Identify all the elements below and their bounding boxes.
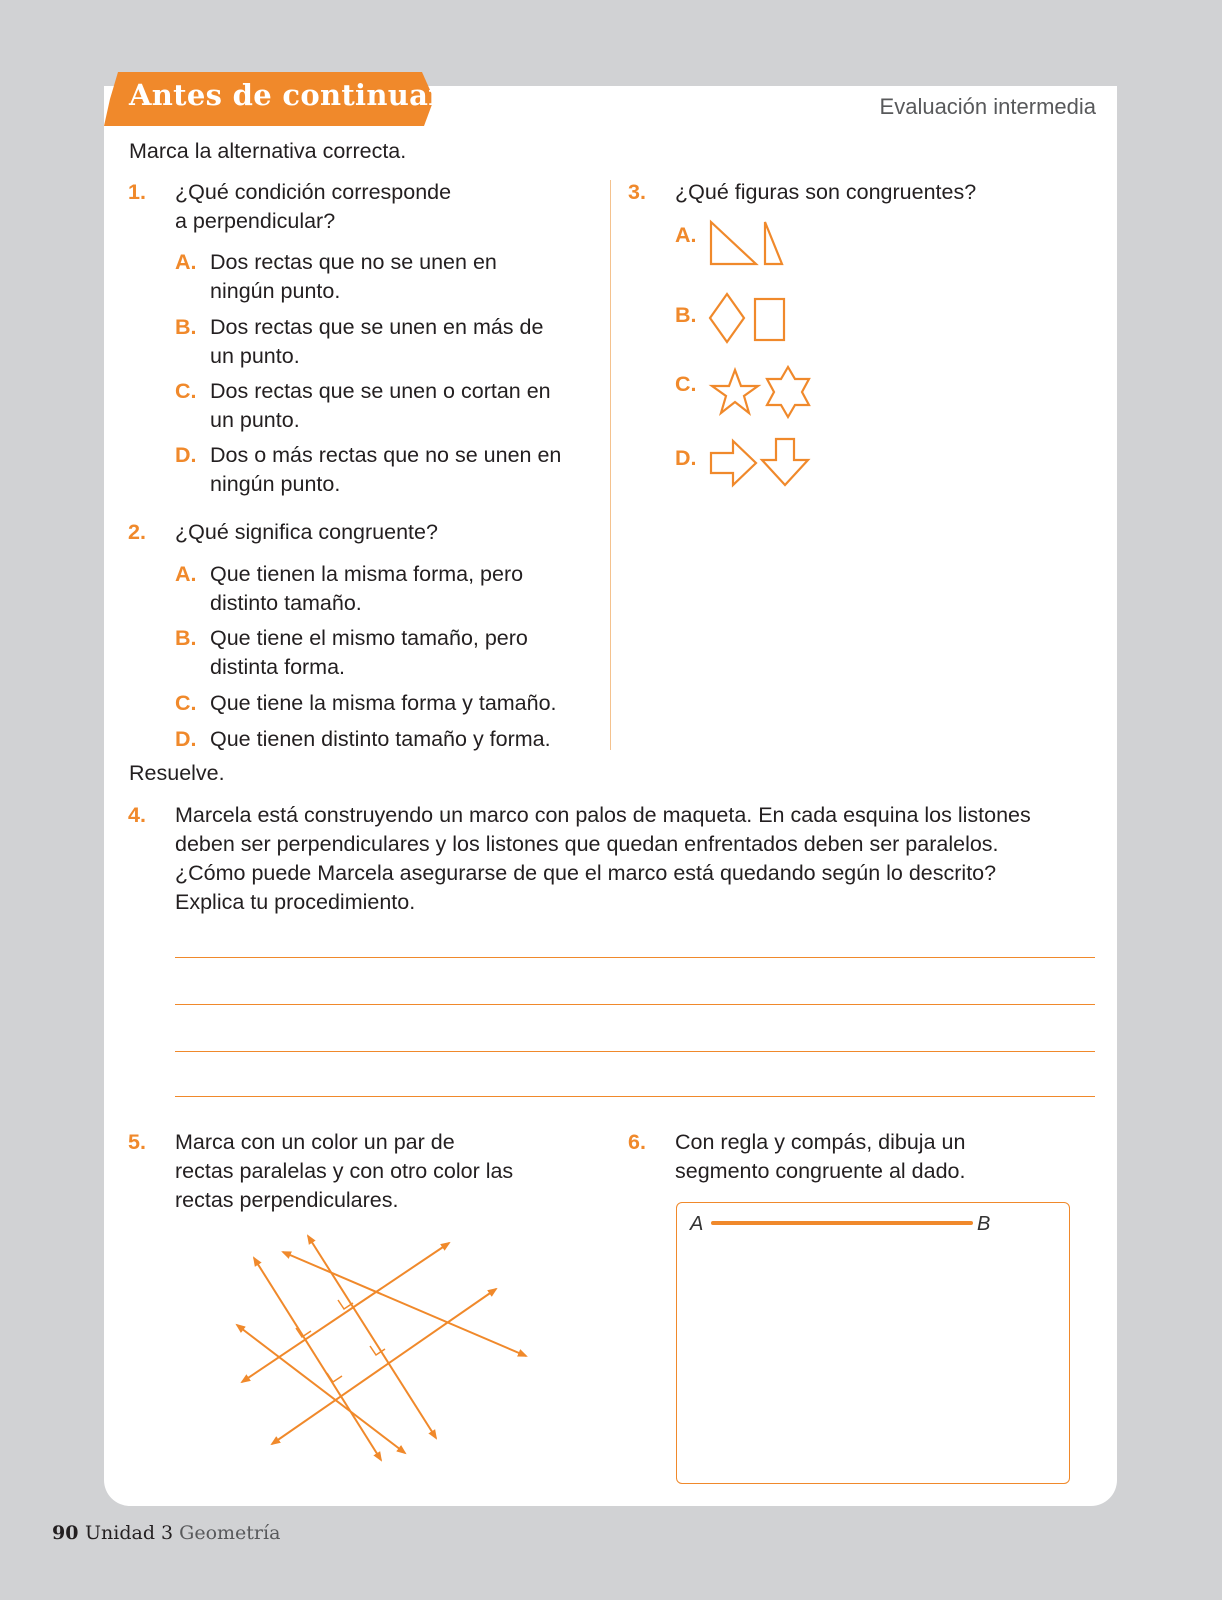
line-4 [283, 1252, 526, 1356]
q1-option-d-line1: Dos o más rectas que no se unen en [210, 443, 562, 467]
q4-line4: Explica tu procedimiento. [175, 890, 416, 914]
q4-line1: Marcela está construyendo un marco con palos de maqueta. En cada esquina los listones [175, 803, 1031, 827]
point-b-label: B [977, 1213, 991, 1235]
section-label: Evaluación intermedia [879, 94, 1096, 119]
q1-option-a-letter[interactable]: A. [175, 250, 197, 274]
unit-label: Unidad 3 [85, 1522, 174, 1544]
q1-option-c-line1: Dos rectas que se unen o cortan en [210, 379, 551, 403]
line-2 [272, 1289, 496, 1444]
q1-option-d-line2: ningún punto. [210, 472, 341, 496]
q4-number: 4. [128, 803, 146, 827]
q1-option-a-line2: ningún punto. [210, 279, 341, 303]
q1-option-b-line2: un punto. [210, 344, 300, 368]
lines-figure [220, 1220, 540, 1480]
q2-option-c-letter[interactable]: C. [175, 691, 197, 715]
q5-line1: Marca con un color un par de [175, 1130, 455, 1154]
q3-number: 3. [628, 180, 646, 204]
q3-option-c-letter[interactable]: C. [675, 372, 697, 396]
star-pair-icon [708, 364, 823, 422]
footer-unit [85, 1522, 280, 1544]
subject-label: Geometría [179, 1522, 281, 1544]
q2-option-a-line2: distinto tamaño. [210, 591, 362, 615]
point-a-label: A [690, 1213, 704, 1235]
q2-option-d-letter[interactable]: D. [175, 727, 197, 751]
answer-line[interactable] [175, 1051, 1095, 1052]
q1-option-c-letter[interactable]: C. [175, 379, 197, 403]
q1-option-b-letter[interactable]: B. [175, 315, 197, 339]
answer-line[interactable] [175, 957, 1095, 958]
q3-option-a-letter[interactable]: A. [675, 223, 697, 247]
column-divider [610, 180, 611, 750]
q2-option-a-letter[interactable]: A. [175, 562, 197, 586]
right-angle-mark [327, 1373, 342, 1382]
instruction-solve: Resuelve. [129, 761, 225, 785]
q1-option-c-line2: un punto. [210, 408, 300, 432]
q6-number: 6. [628, 1130, 646, 1154]
q2-option-d-line1: Que tienen distinto tamaño y forma. [210, 727, 551, 751]
q1-question-line2: a perpendicular? [175, 209, 336, 233]
triangle-pair-icon [708, 218, 788, 268]
q2-option-c-line1: Que tiene la misma forma y tamaño. [210, 691, 557, 715]
q5-line3: rectas perpendiculares. [175, 1188, 399, 1212]
q6-line1: Con regla y compás, dibuja un [675, 1130, 966, 1154]
q2-option-b-line2: distinta forma. [210, 655, 346, 679]
line-3 [237, 1325, 405, 1453]
banner-title: Antes de continuar [129, 78, 444, 112]
instruction-mark: Marca la alternativa correcta. [129, 139, 407, 163]
line-5 [254, 1258, 381, 1460]
q3-option-d-letter[interactable]: D. [675, 446, 697, 470]
q4-line2: deben ser perpendiculares y los listones que quedan enfrentados deben ser paralelos. [175, 832, 999, 856]
q5-number: 5. [128, 1130, 146, 1154]
line-1 [242, 1243, 449, 1382]
answer-line[interactable] [175, 1004, 1095, 1005]
q5-line2: rectas paralelas y con otro color las [175, 1159, 514, 1183]
q2-question: ¿Qué significa congruente? [175, 520, 438, 544]
right-angle-mark [338, 1300, 353, 1309]
q1-option-d-letter[interactable]: D. [175, 443, 197, 467]
drawing-area[interactable] [676, 1202, 1070, 1484]
q6-line2: segmento congruente al dado. [675, 1159, 966, 1183]
q1-option-a-line1: Dos rectas que no se unen en [210, 250, 497, 274]
rhombus-rectangle-icon [708, 292, 788, 346]
arrow-pair-icon [708, 436, 818, 492]
answer-line[interactable] [175, 1096, 1095, 1097]
page-number: 90 [52, 1522, 79, 1544]
given-segment [711, 1221, 973, 1225]
line-6 [308, 1236, 436, 1438]
q1-question-line1: ¿Qué condición corresponde [175, 180, 452, 204]
q4-line3: ¿Cómo puede Marcela asegurarse de que el marco está quedando según lo descrito? [175, 861, 997, 885]
q2-number: 2. [128, 520, 146, 544]
q3-question: ¿Qué figuras son congruentes? [675, 180, 977, 204]
q3-option-b-letter[interactable]: B. [675, 303, 697, 327]
q1-option-b-line1: Dos rectas que se unen en más de [210, 315, 544, 339]
q1-number: 1. [128, 180, 146, 204]
q2-option-b-letter[interactable]: B. [175, 626, 197, 650]
q2-option-b-line1: Que tiene el mismo tamaño, pero [210, 626, 528, 650]
q2-option-a-line1: Que tienen la misma forma, pero [210, 562, 524, 586]
